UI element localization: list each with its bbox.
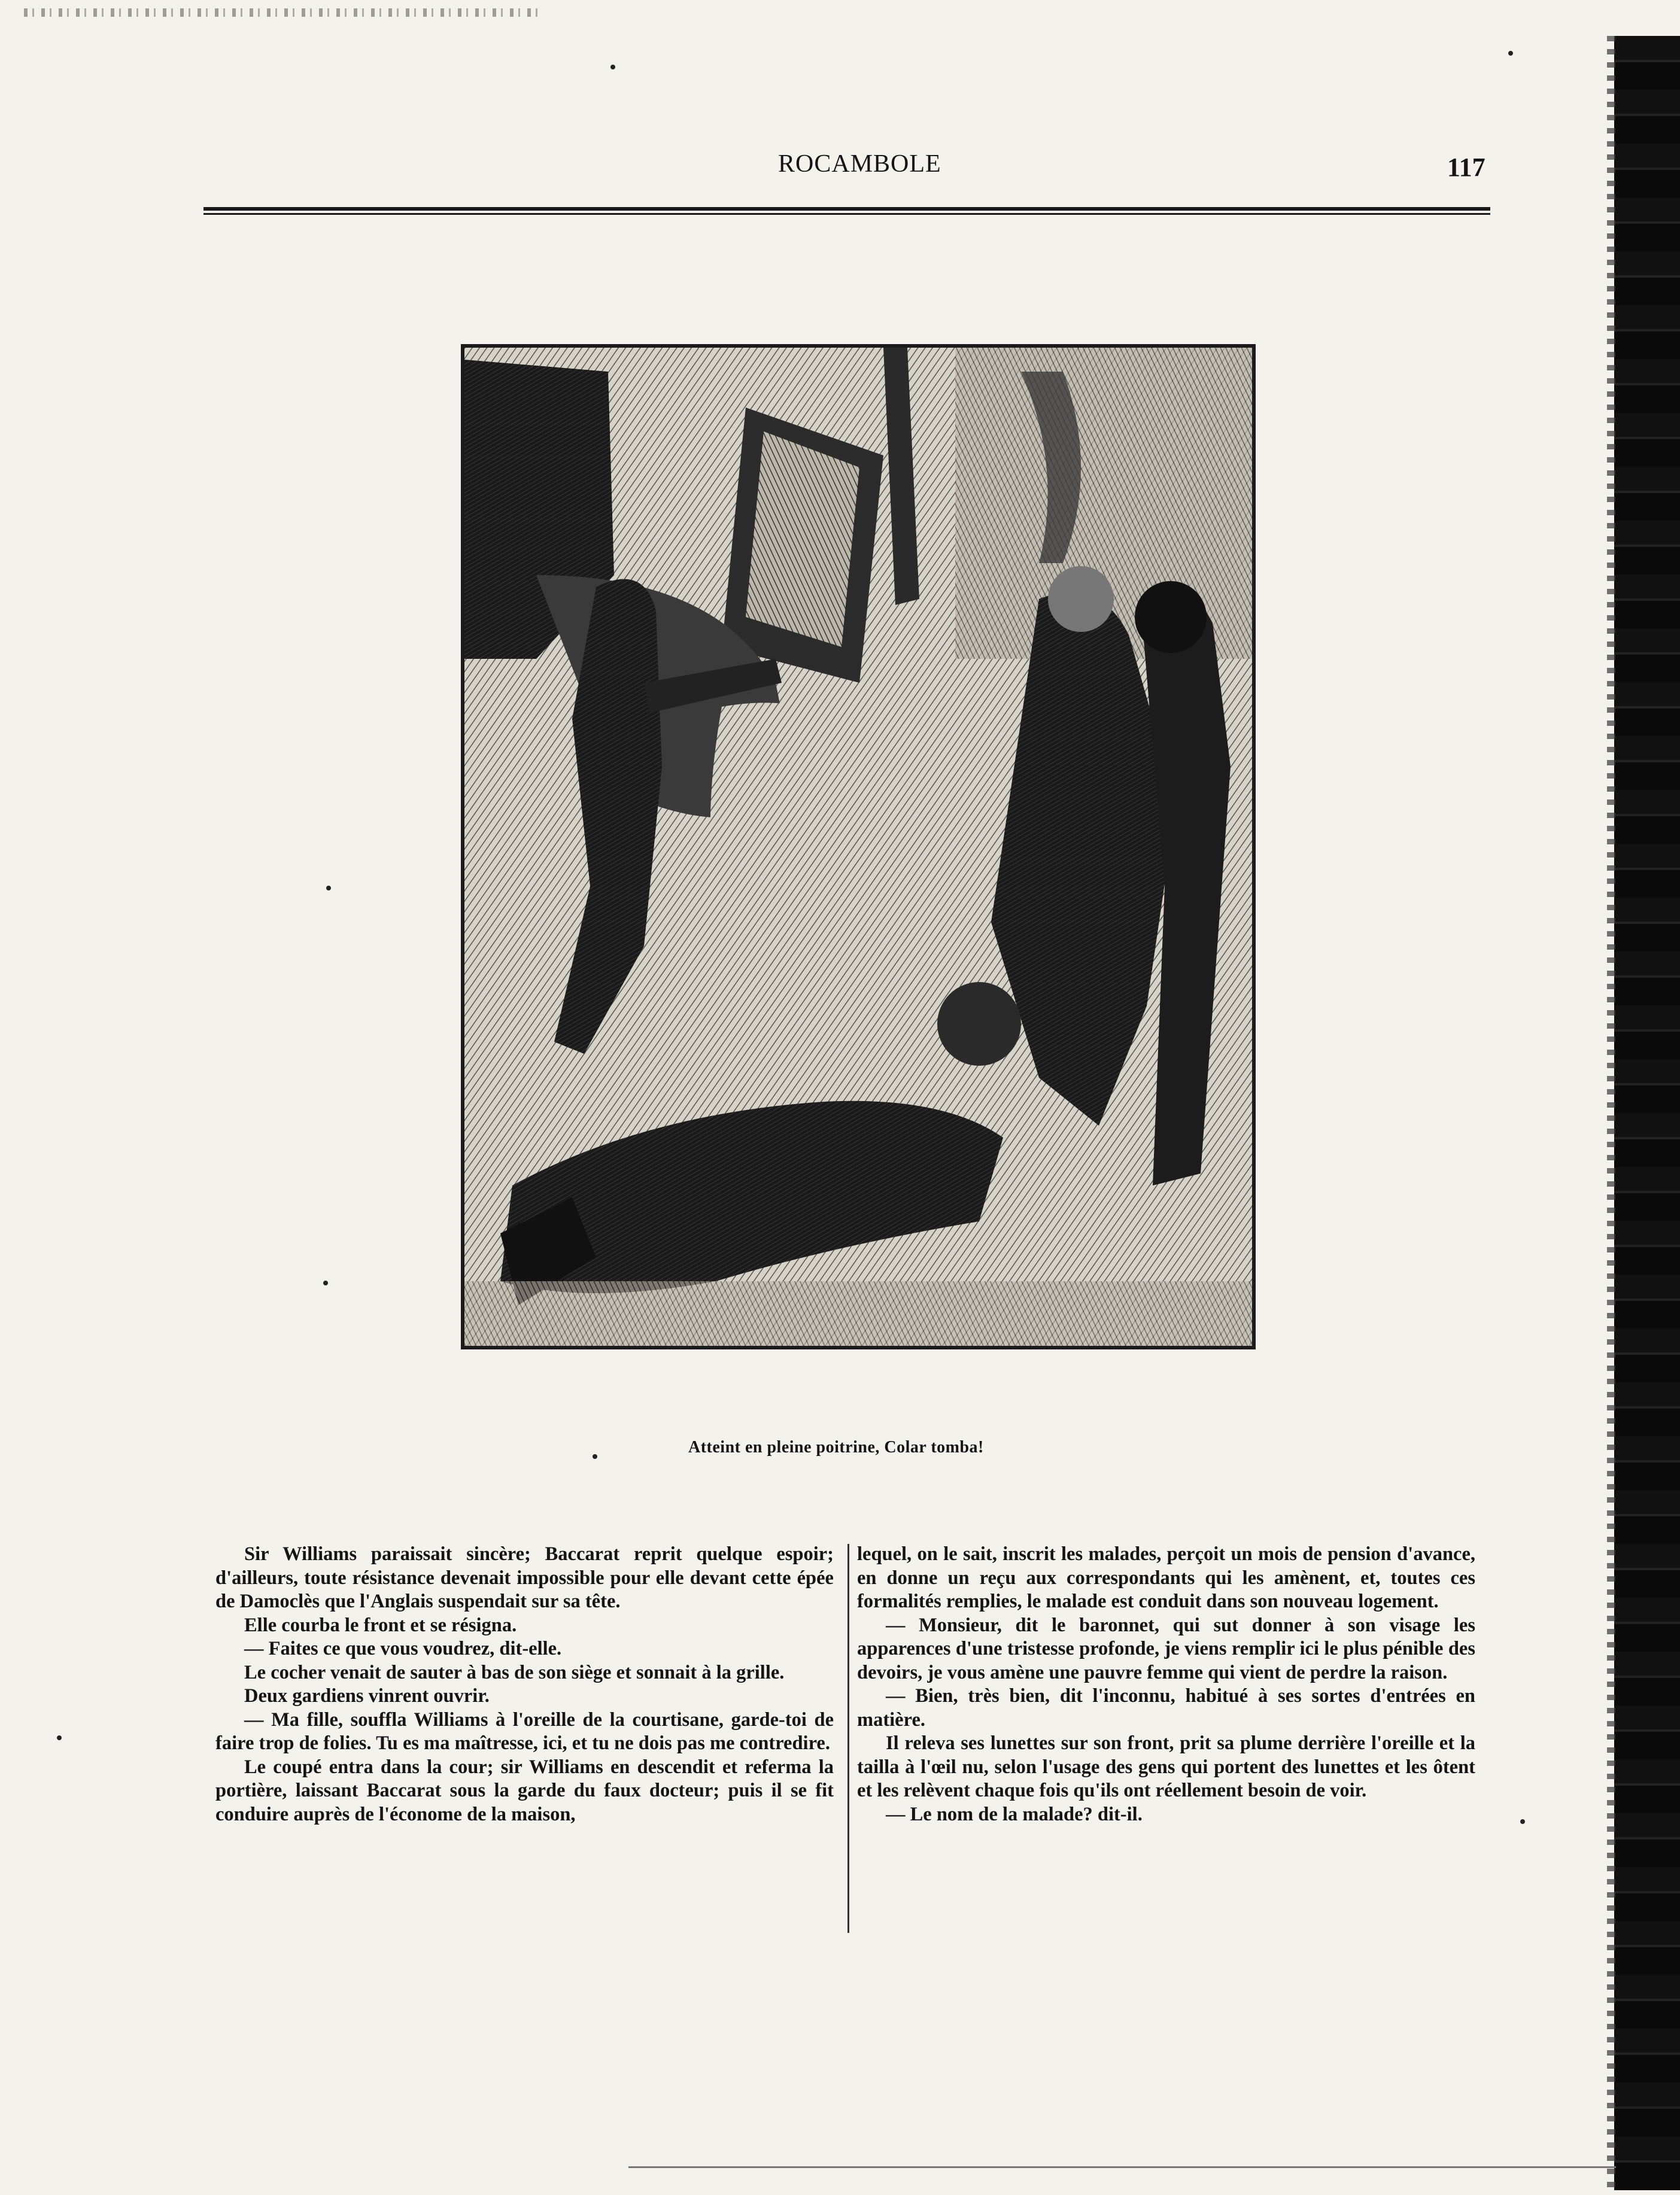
scan-speck [610, 65, 615, 69]
running-head: ROCAMBOLE [778, 150, 941, 178]
paragraph: lequel, on le sait, inscrit les malades, perçoit un mois de pension d'avance, en donne un reçu aux correspondants qui les amènent, et, toutes ces formalités remplies, le malade est conduit dans son nouveau logement. [857, 1543, 1475, 1612]
paragraph: — Le nom de la malade? dit-il. [886, 1803, 1143, 1825]
bottom-scan-line [628, 2166, 1616, 2168]
scan-dark-edge [1614, 36, 1680, 2190]
paragraph: Le coupé entra dans la cour; sir Williams en descendit et referma la portière, laissant Baccarat sous la garde du faux docteur; puis il se fit conduire auprès de l'économe de la maison, [215, 1756, 834, 1825]
paragraph: Il releva ses lunettes sur son front, prit sa plume derrière l'oreille et la tailla à l'œil nu, selon l'usage des gens qui portent des lunettes et les ôtent et les relèvent chaque fois qu'ils ont réellement besoin de voir. [857, 1732, 1475, 1801]
page-number: 117 [1447, 153, 1485, 182]
paragraph: Elle courba le front et se résigna. [244, 1614, 517, 1636]
paragraph: Deux gardiens vinrent ouvrir. [244, 1685, 490, 1707]
paragraph: Le cocher venait de sauter à bas de son siège et sonnait à la grille. [244, 1661, 785, 1683]
scan-noise [24, 8, 539, 17]
column-separator [847, 1544, 849, 1933]
text-column-right [857, 1543, 1475, 1826]
illustration-caption: Atteint en pleine poitrine, Colar tomba! [688, 1438, 984, 1457]
engraving-scene [464, 348, 1252, 1346]
text-column-left [215, 1543, 834, 1826]
scan-speck [326, 886, 331, 890]
paragraph: Sir Williams paraissait sincère; Baccarat reprit quelque espoir; d'ailleurs, toute résistance devenait impossible pour elle devant cette épée de Damoclès que l'Anglais suspendait sur sa tête. [215, 1543, 834, 1612]
paragraph: — Bien, très bien, dit l'inconnu, habitué à ses sortes d'entrées en matière. [857, 1685, 1475, 1731]
scan-speck [1508, 51, 1513, 56]
header-rule [203, 207, 1490, 215]
scan-speck [57, 1735, 62, 1740]
paragraph: — Faites ce que vous voudrez, dit-elle. [244, 1638, 562, 1659]
engraving-illustration [461, 344, 1256, 1349]
scan-speck [593, 1454, 597, 1459]
scan-speck [323, 1281, 328, 1285]
scan-speck [1520, 1819, 1525, 1824]
paragraph: — Monsieur, dit le baronnet, qui sut donner à son visage les apparences d'une tristesse profonde, je viens remplir ici le plus pénible des devoirs, je vous amène une pauvre femme qui vient de perdre la raison. [857, 1614, 1475, 1683]
paragraph: — Ma fille, souffla Williams à l'oreille de la courtisane, garde-toi de faire trop de folies. Tu es ma maîtresse, ici, et tu ne dois pas me contredire. [215, 1708, 834, 1754]
